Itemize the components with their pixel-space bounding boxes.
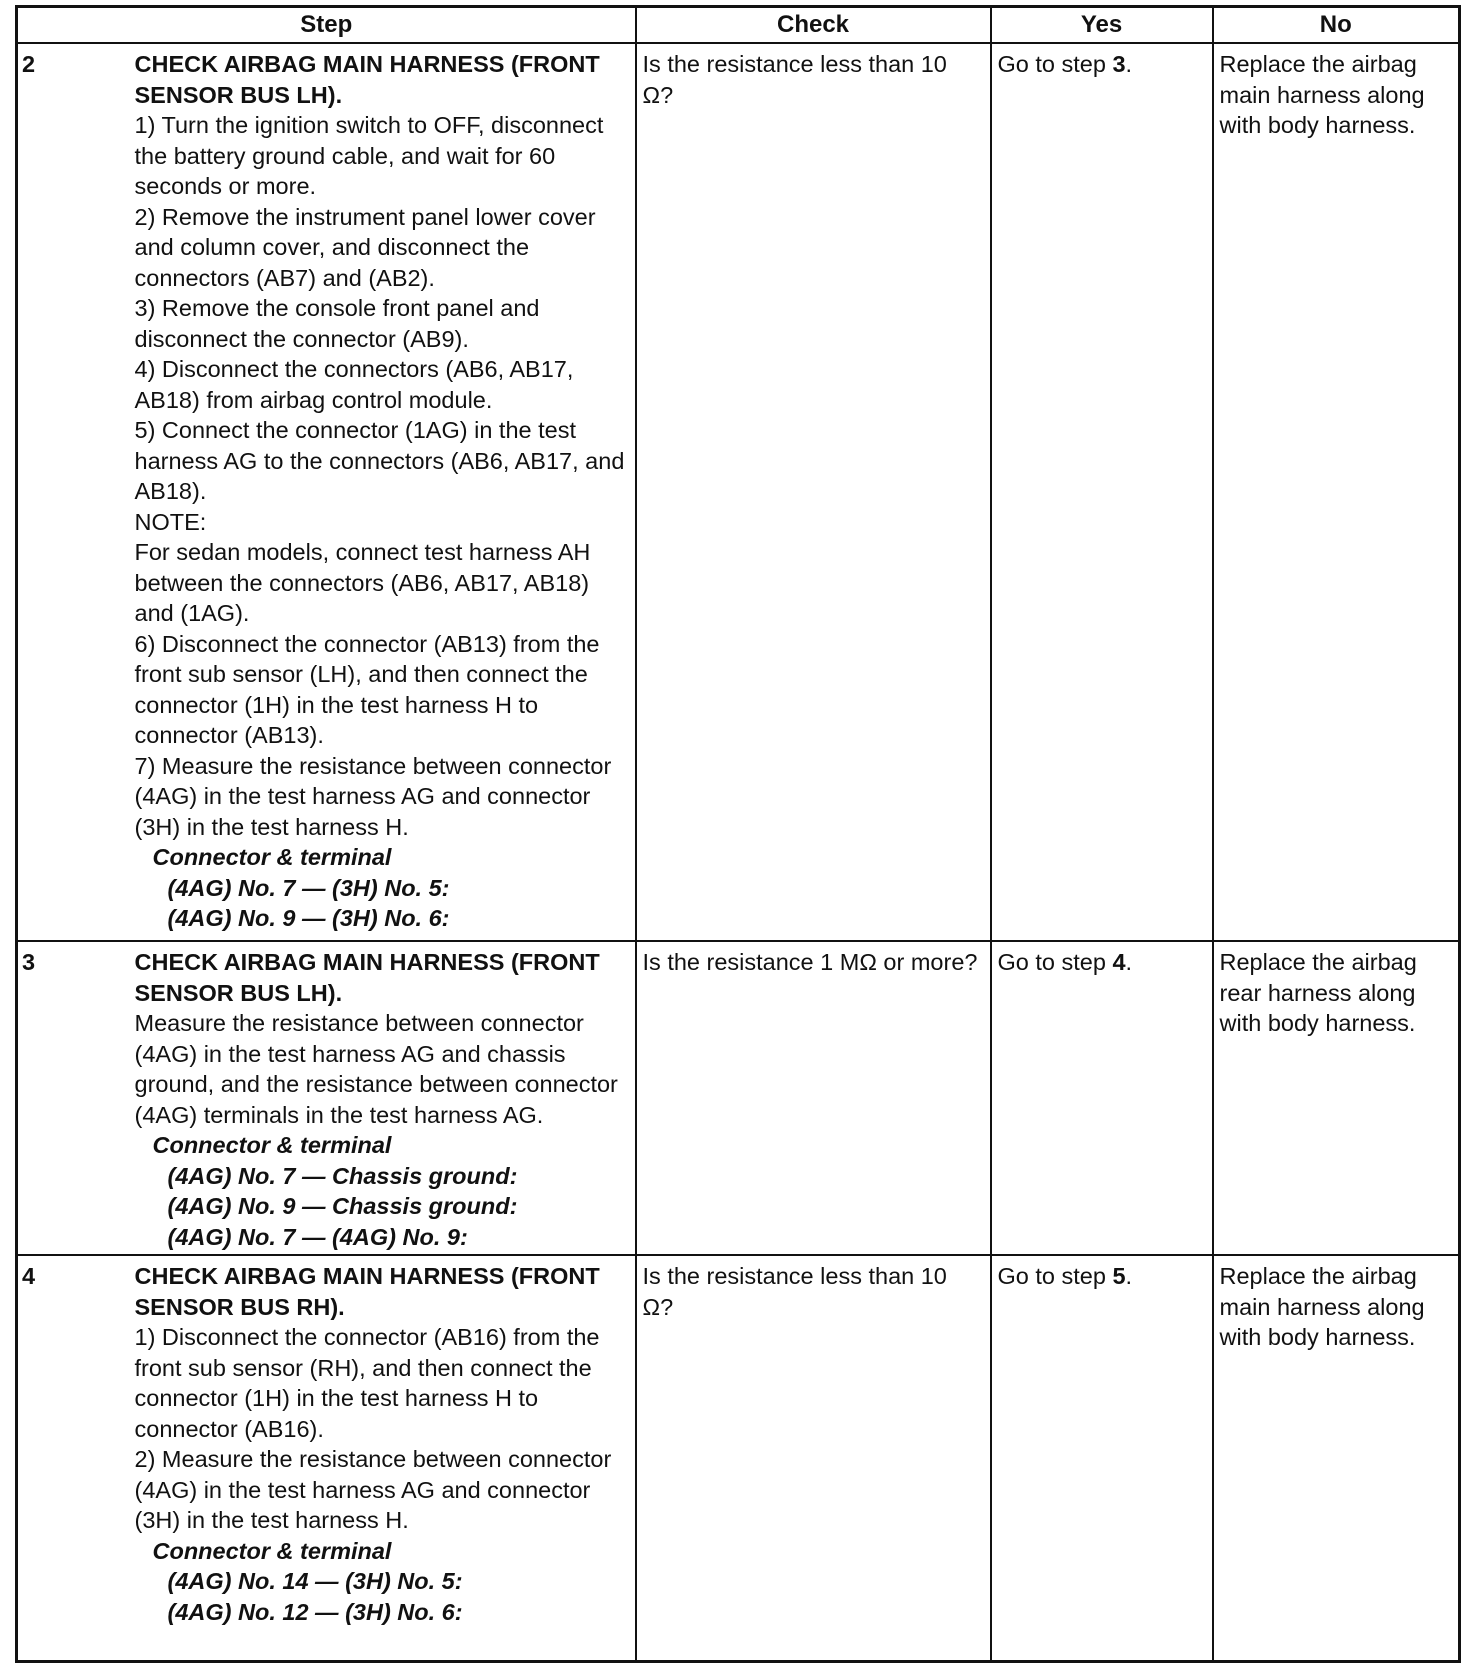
table-row: [17, 941, 1460, 1255]
yes-prefix: Go to step: [997, 51, 1113, 77]
step-line: 5) Connect the connector (1AG) in the test harness AG to the connectors (AB6, AB17, and AB18).: [134, 417, 625, 504]
step-content: [133, 1255, 636, 1661]
no-cell: Replace the airbag rear harness along with body harness.: [1213, 941, 1460, 1255]
header-no: No: [1213, 7, 1460, 44]
header-yes: Yes: [991, 7, 1213, 44]
step-line: 3) Remove the console front panel and disconnect the connector (AB9).: [134, 295, 540, 352]
connector-terminal-item: (4AG) No. 9 — (3H) No. 6:: [167, 905, 450, 931]
header-row: [17, 7, 1460, 44]
step-title: CHECK AIRBAG MAIN HARNESS (FRONT SENSOR BUS LH).: [134, 949, 600, 1006]
step-line: 6) Disconnect the connector (AB13) from the front sub sensor (LH), and then connect the connector (1H) in the test harness H to connector (AB13).: [134, 630, 600, 748]
yes-step-link[interactable]: 4: [1112, 949, 1126, 975]
check-cell: Is the resistance less than 10 Ω?: [636, 43, 991, 941]
step-line: 7) Measure the resistance between connector (4AG) in the test harness AG and connector (3H) in the test harness H.: [134, 752, 612, 840]
yes-prefix: Go to step: [997, 949, 1113, 975]
header-check: Check: [636, 7, 991, 44]
step-line: 1) Turn the ignition switch to OFF, disconnect the battery ground cable, and wait for 60 seconds or more.: [134, 112, 604, 199]
connector-terminal-item: (4AG) No. 7 — (4AG) No. 9:: [167, 1223, 468, 1250]
no-cell: Replace the airbag main harness along with body harness.: [1213, 1255, 1460, 1661]
table-row: [17, 43, 1460, 941]
yes-cell: [991, 1255, 1213, 1661]
connector-terminal-item: (4AG) No. 9 — Chassis ground:: [167, 1193, 518, 1219]
step-title: CHECK AIRBAG MAIN HARNESS (FRONT SENSOR BUS LH).: [134, 51, 600, 108]
step-number: 3: [17, 941, 133, 1255]
connector-terminal-item: (4AG) No. 12 — (3H) No. 6:: [167, 1598, 463, 1625]
connector-terminal-label: Connector & terminal: [152, 1537, 392, 1564]
step-content: [133, 941, 636, 1255]
connector-terminal-item: (4AG) No. 14 — (3H) No. 5:: [167, 1568, 463, 1594]
yes-prefix: Go to step: [997, 1263, 1113, 1289]
yes-suffix: .: [1125, 51, 1133, 77]
step-number: 4: [17, 1255, 133, 1661]
step-line: 2) Remove the instrument panel lower cover and column cover, and disconnect the connectors (AB7) and (AB2).: [134, 203, 596, 291]
step-title: CHECK AIRBAG MAIN HARNESS (FRONT SENSOR BUS RH).: [134, 1263, 600, 1320]
yes-step-link[interactable]: 3: [1112, 51, 1126, 77]
table-row: [17, 1255, 1460, 1661]
note-text: For sedan models, connect test harness AH between the connectors (AB6, AB17, AB18) and (1AG).: [134, 539, 591, 626]
yes-suffix: .: [1125, 949, 1133, 975]
connector-terminal-label: Connector & terminal: [152, 1132, 392, 1158]
no-cell: Replace the airbag main harness along with body harness.: [1213, 43, 1460, 941]
connector-terminal-item: (4AG) No. 7 — (3H) No. 5:: [167, 874, 450, 901]
yes-cell: [991, 941, 1213, 1255]
step-line: 4) Disconnect the connectors (AB6, AB17, AB18) from airbag control module.: [134, 356, 574, 413]
header-step: Step: [17, 7, 636, 44]
check-cell: Is the resistance less than 10 Ω?: [636, 1255, 991, 1661]
yes-suffix: .: [1125, 1263, 1133, 1289]
step-line: Measure the resistance between connector (4AG) in the test harness AG and chassis ground, and the resistance between connector (4AG) terminals in the test harness AG.: [134, 1010, 618, 1128]
step-content: [133, 43, 636, 941]
step-line: 2) Measure the resistance between connector (4AG) in the test harness AG and connector (3H) in the test harness H.: [134, 1446, 612, 1533]
step-number: 2: [17, 43, 133, 941]
check-cell: Is the resistance 1 MΩ or more?: [636, 941, 991, 1255]
yes-step-link[interactable]: 5: [1112, 1263, 1126, 1289]
diagnostic-table: [15, 5, 1461, 1663]
connector-terminal-label: Connector & terminal: [152, 844, 392, 870]
yes-cell: [991, 43, 1213, 941]
step-line: 1) Disconnect the connector (AB16) from the front sub sensor (RH), and then connect the connector (1H) in the test harness H to connector (AB16).: [134, 1324, 600, 1442]
connector-terminal-item: (4AG) No. 7 — Chassis ground:: [167, 1162, 518, 1189]
note-label: NOTE:: [134, 508, 207, 535]
